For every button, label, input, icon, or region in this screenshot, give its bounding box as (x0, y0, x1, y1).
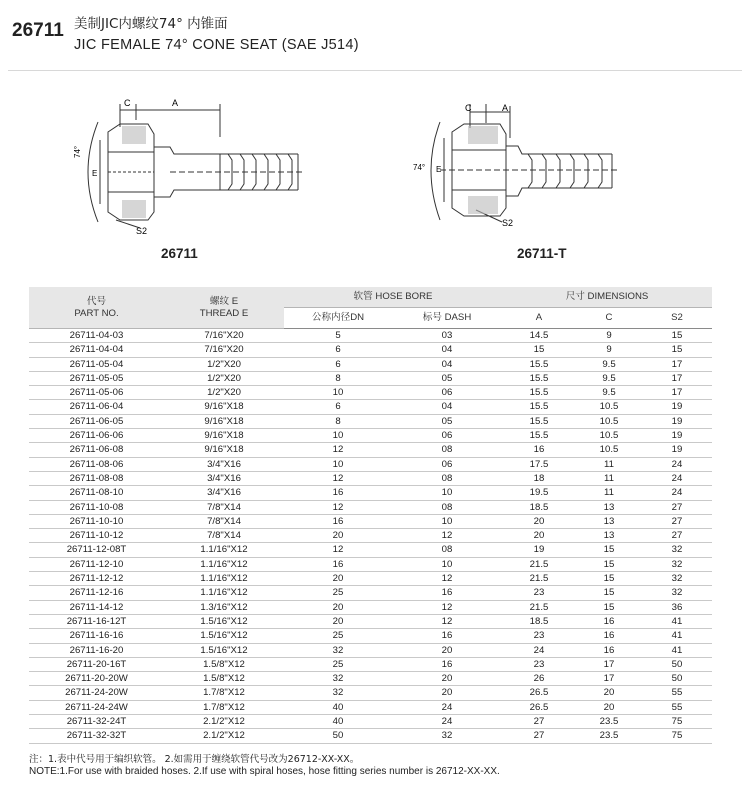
cell-part-no: 26711-10-08 (29, 500, 164, 514)
cell-dash: 08 (392, 500, 502, 514)
cell-dim-s2: 19 (642, 443, 712, 457)
cell-part-no: 26711-04-03 (29, 329, 164, 343)
header-s2: S2 (642, 308, 712, 329)
title-chinese: 美制JIC内螺纹74° 内锥面 (74, 16, 228, 32)
cell-dim-a: 26.5 (502, 700, 576, 714)
cell-thread: 9/16"X18 (164, 400, 284, 414)
table-row (29, 729, 712, 743)
cell-dash: 06 (392, 457, 502, 471)
table-row (29, 329, 712, 343)
cell-dim-c: 13 (576, 529, 642, 543)
cell-dn: 25 (284, 629, 392, 643)
table-row (29, 643, 712, 657)
cell-dim-s2: 24 (642, 486, 712, 500)
table-row (29, 414, 712, 428)
table-row (29, 371, 712, 385)
cell-dim-c: 10.5 (576, 414, 642, 428)
table-row (29, 715, 712, 729)
cell-thread: 1.1/16"X12 (164, 557, 284, 571)
cell-dash: 06 (392, 386, 502, 400)
cell-dash: 10 (392, 486, 502, 500)
cell-thread: 9/16"X18 (164, 443, 284, 457)
cell-dim-c: 9.5 (576, 386, 642, 400)
cell-thread: 7/16"X20 (164, 343, 284, 357)
table-row (29, 386, 712, 400)
cell-dim-a: 21.5 (502, 557, 576, 571)
cell-dim-a: 20 (502, 514, 576, 528)
cell-dim-s2: 50 (642, 672, 712, 686)
cell-dim-a: 15.5 (502, 429, 576, 443)
cell-dash: 12 (392, 529, 502, 543)
cell-thread: 3/4"X16 (164, 486, 284, 500)
cell-dash: 04 (392, 343, 502, 357)
cell-part-no: 26711-10-12 (29, 529, 164, 543)
cell-dim-c: 9 (576, 343, 642, 357)
cell-dim-a: 14.5 (502, 329, 576, 343)
cell-dn: 25 (284, 586, 392, 600)
cell-dim-s2: 32 (642, 572, 712, 586)
drawing-caption-26711-t: 26711-T (517, 246, 567, 261)
cell-thread: 1.7/8"X12 (164, 700, 284, 714)
cell-dim-a: 21.5 (502, 572, 576, 586)
cell-part-no: 26711-06-05 (29, 414, 164, 428)
cell-dash: 12 (392, 614, 502, 628)
cell-dim-c: 15 (576, 543, 642, 557)
cell-dash: 16 (392, 586, 502, 600)
label-e: E (92, 169, 98, 178)
cell-thread: 1.5/16"X12 (164, 614, 284, 628)
cell-thread: 9/16"X18 (164, 414, 284, 428)
cell-part-no: 26711-12-08T (29, 543, 164, 557)
label-c-t: C (465, 103, 472, 113)
cell-dn: 10 (284, 386, 392, 400)
cell-dim-a: 19.5 (502, 486, 576, 500)
cell-dim-s2: 24 (642, 471, 712, 485)
cell-dim-c: 17 (576, 672, 642, 686)
cell-dn: 12 (284, 471, 392, 485)
drawing-26711-t (410, 98, 630, 238)
product-code: 26711 (12, 20, 64, 41)
table-row (29, 429, 712, 443)
label-e-t: E (436, 165, 442, 174)
table-row (29, 614, 712, 628)
cell-dim-s2: 32 (642, 586, 712, 600)
cell-dim-c: 16 (576, 629, 642, 643)
cell-part-no: 26711-16-12T (29, 614, 164, 628)
cell-dash: 03 (392, 329, 502, 343)
cell-thread: 7/8"X14 (164, 500, 284, 514)
cell-part-no: 26711-08-06 (29, 457, 164, 471)
cell-dim-s2: 19 (642, 400, 712, 414)
table-row (29, 529, 712, 543)
header-thread-cn: 螺纹 E (209, 295, 239, 307)
cell-thread: 2.1/2"X12 (164, 715, 284, 729)
cell-dn: 12 (284, 500, 392, 514)
cell-dim-s2: 32 (642, 543, 712, 557)
table-row (29, 672, 712, 686)
cell-dim-a: 18.5 (502, 500, 576, 514)
cell-dim-a: 15.5 (502, 371, 576, 385)
cell-thread: 1.7/8"X12 (164, 686, 284, 700)
note-english: NOTE:1.For use with braided hoses. 2.If use with spiral hoses, hose fitting series number is 26712-XX-XX. (29, 766, 500, 777)
cell-dn: 6 (284, 357, 392, 371)
cell-dim-s2: 27 (642, 514, 712, 528)
cell-thread: 1/2"X20 (164, 357, 284, 371)
cell-dn: 40 (284, 715, 392, 729)
cell-thread: 3/4"X16 (164, 471, 284, 485)
table-row (29, 572, 712, 586)
cell-dim-c: 11 (576, 486, 642, 500)
header-hose-bore: 软管 HOSE BORE (284, 287, 502, 308)
cell-dim-c: 9.5 (576, 371, 642, 385)
cell-dim-s2: 17 (642, 386, 712, 400)
cell-dim-a: 21.5 (502, 600, 576, 614)
cell-dash: 04 (392, 357, 502, 371)
cell-dash: 12 (392, 600, 502, 614)
cell-dim-s2: 19 (642, 429, 712, 443)
cell-thread: 1.5/8"X12 (164, 672, 284, 686)
cell-dim-a: 15.5 (502, 400, 576, 414)
cell-dash: 08 (392, 443, 502, 457)
cell-dash: 16 (392, 657, 502, 671)
cell-dim-s2: 19 (642, 414, 712, 428)
cell-dash: 24 (392, 715, 502, 729)
cell-dim-a: 23 (502, 586, 576, 600)
cell-dash: 08 (392, 471, 502, 485)
cell-dim-s2: 17 (642, 371, 712, 385)
cell-dim-a: 15.5 (502, 357, 576, 371)
cell-part-no: 26711-20-20W (29, 672, 164, 686)
table-row (29, 500, 712, 514)
cell-dim-s2: 15 (642, 329, 712, 343)
cell-dash: 04 (392, 400, 502, 414)
cell-part-no: 26711-06-04 (29, 400, 164, 414)
cell-dash: 20 (392, 672, 502, 686)
drawing-26711 (70, 92, 310, 242)
cell-dim-c: 11 (576, 457, 642, 471)
cell-dn: 32 (284, 686, 392, 700)
table-row (29, 600, 712, 614)
cell-dash: 12 (392, 572, 502, 586)
cell-part-no: 26711-05-05 (29, 371, 164, 385)
cell-dim-a: 23 (502, 657, 576, 671)
cell-dim-a: 26 (502, 672, 576, 686)
cell-part-no: 26711-12-16 (29, 586, 164, 600)
cell-dim-c: 13 (576, 500, 642, 514)
header-divider (8, 70, 742, 71)
table-row (29, 457, 712, 471)
cell-dim-c: 16 (576, 643, 642, 657)
header-part-no (29, 287, 164, 329)
cell-dim-a: 18.5 (502, 614, 576, 628)
cell-dim-s2: 55 (642, 686, 712, 700)
table-row (29, 471, 712, 485)
cell-thread: 1/2"X20 (164, 371, 284, 385)
cell-dim-a: 15.5 (502, 386, 576, 400)
cell-dash: 10 (392, 557, 502, 571)
cell-dn: 20 (284, 529, 392, 543)
cell-dn: 6 (284, 400, 392, 414)
header-thread-en: THREAD E (199, 307, 249, 319)
cell-dim-a: 20 (502, 529, 576, 543)
cell-dim-c: 20 (576, 700, 642, 714)
label-a: A (172, 98, 179, 108)
cell-part-no: 26711-12-10 (29, 557, 164, 571)
cell-dim-s2: 75 (642, 729, 712, 743)
cell-dim-a: 27 (502, 715, 576, 729)
spec-table (29, 287, 712, 744)
cell-dn: 32 (284, 672, 392, 686)
cell-dim-c: 10.5 (576, 400, 642, 414)
header-c: C (576, 308, 642, 329)
cell-dim-a: 15.5 (502, 414, 576, 428)
table-row (29, 700, 712, 714)
cell-dim-a: 15 (502, 343, 576, 357)
cell-dn: 32 (284, 643, 392, 657)
label-angle-t: 74° (413, 163, 426, 172)
cell-dim-c: 15 (576, 572, 642, 586)
label-s2-t: S2 (502, 218, 514, 228)
table-row (29, 657, 712, 671)
cell-dim-c: 16 (576, 614, 642, 628)
cell-dim-c: 10.5 (576, 443, 642, 457)
cell-dim-s2: 27 (642, 529, 712, 543)
header-a: A (502, 308, 576, 329)
cell-dim-s2: 36 (642, 600, 712, 614)
cell-thread: 2.1/2"X12 (164, 729, 284, 743)
header-dimensions: 尺寸 DIMENSIONS (502, 287, 712, 308)
cell-dim-s2: 75 (642, 715, 712, 729)
cell-dim-a: 23 (502, 629, 576, 643)
cell-dn: 25 (284, 657, 392, 671)
cell-part-no: 26711-10-10 (29, 514, 164, 528)
drawing-caption-26711: 26711 (161, 246, 198, 261)
cell-part-no: 26711-16-16 (29, 629, 164, 643)
cell-thread: 1.5/16"X12 (164, 643, 284, 657)
cell-thread: 7/8"X14 (164, 514, 284, 528)
cell-dn: 16 (284, 486, 392, 500)
cell-dim-s2: 17 (642, 357, 712, 371)
spec-table-body (29, 329, 712, 744)
cell-part-no: 26711-05-06 (29, 386, 164, 400)
cell-part-no: 26711-24-20W (29, 686, 164, 700)
cell-thread: 1.1/16"X12 (164, 572, 284, 586)
table-row (29, 400, 712, 414)
cell-part-no: 26711-05-04 (29, 357, 164, 371)
table-row (29, 486, 712, 500)
cell-dash: 24 (392, 700, 502, 714)
label-a-t: A (502, 103, 509, 113)
label-c: C (124, 98, 131, 108)
cell-dn: 10 (284, 429, 392, 443)
cell-dash: 20 (392, 643, 502, 657)
table-row (29, 443, 712, 457)
cell-thread: 1.5/8"X12 (164, 657, 284, 671)
cell-dn: 20 (284, 614, 392, 628)
cell-dash: 32 (392, 729, 502, 743)
cell-part-no: 26711-20-16T (29, 657, 164, 671)
cell-dim-c: 13 (576, 514, 642, 528)
cell-dn: 12 (284, 543, 392, 557)
cell-thread: 7/8"X14 (164, 529, 284, 543)
cell-dn: 20 (284, 572, 392, 586)
cell-part-no: 26711-32-32T (29, 729, 164, 743)
cell-thread: 1.3/16"X12 (164, 600, 284, 614)
cell-part-no: 26711-04-04 (29, 343, 164, 357)
cell-part-no: 26711-32-24T (29, 715, 164, 729)
cell-thread: 9/16"X18 (164, 429, 284, 443)
cell-dim-c: 9.5 (576, 357, 642, 371)
cell-dn: 20 (284, 600, 392, 614)
cell-dn: 12 (284, 443, 392, 457)
cell-part-no: 26711-08-08 (29, 471, 164, 485)
cell-thread: 7/16"X20 (164, 329, 284, 343)
cell-dn: 8 (284, 371, 392, 385)
table-row (29, 514, 712, 528)
cell-thread: 3/4"X16 (164, 457, 284, 471)
cell-dim-c: 20 (576, 686, 642, 700)
cell-dim-c: 23.5 (576, 715, 642, 729)
cell-dim-c: 9 (576, 329, 642, 343)
cell-dim-s2: 27 (642, 500, 712, 514)
cell-dim-a: 26.5 (502, 686, 576, 700)
cell-thread: 1.1/16"X12 (164, 586, 284, 600)
cell-dim-a: 24 (502, 643, 576, 657)
table-row (29, 629, 712, 643)
table-row (29, 586, 712, 600)
header-thread (164, 287, 284, 329)
cell-dn: 50 (284, 729, 392, 743)
cell-part-no: 26711-08-10 (29, 486, 164, 500)
cell-dn: 6 (284, 343, 392, 357)
cell-dash: 06 (392, 429, 502, 443)
cell-dim-c: 15 (576, 586, 642, 600)
header-dn: 公称内径DN (284, 308, 392, 329)
cell-dim-s2: 24 (642, 457, 712, 471)
cell-thread: 1/2"X20 (164, 386, 284, 400)
table-row (29, 343, 712, 357)
cell-part-no: 26711-14-12 (29, 600, 164, 614)
table-row (29, 686, 712, 700)
cell-dn: 40 (284, 700, 392, 714)
cell-dim-c: 10.5 (576, 429, 642, 443)
cell-part-no: 26711-06-06 (29, 429, 164, 443)
cell-dash: 08 (392, 543, 502, 557)
cell-dash: 05 (392, 414, 502, 428)
cell-thread: 1.1/16"X12 (164, 543, 284, 557)
cell-dim-c: 15 (576, 557, 642, 571)
cell-part-no: 26711-12-12 (29, 572, 164, 586)
table-row (29, 557, 712, 571)
cell-dn: 8 (284, 414, 392, 428)
cell-dim-s2: 50 (642, 657, 712, 671)
cell-dn: 16 (284, 514, 392, 528)
header-part-cn: 代号 (86, 295, 107, 307)
cell-part-no: 26711-24-24W (29, 700, 164, 714)
cell-dim-a: 27 (502, 729, 576, 743)
cell-dash: 05 (392, 371, 502, 385)
cell-dim-c: 15 (576, 600, 642, 614)
label-angle: 74° (73, 145, 82, 158)
cell-dim-s2: 55 (642, 700, 712, 714)
cell-dash: 10 (392, 514, 502, 528)
cell-dim-c: 11 (576, 471, 642, 485)
cell-dim-s2: 32 (642, 557, 712, 571)
cell-dim-a: 16 (502, 443, 576, 457)
cell-dash: 16 (392, 629, 502, 643)
cell-dim-a: 19 (502, 543, 576, 557)
table-row (29, 543, 712, 557)
label-s2: S2 (136, 226, 148, 236)
table-row (29, 357, 712, 371)
cell-dim-a: 17.5 (502, 457, 576, 471)
cell-dim-s2: 41 (642, 629, 712, 643)
cell-dn: 5 (284, 329, 392, 343)
cell-dn: 10 (284, 457, 392, 471)
header-dash: 标号 DASH (392, 308, 502, 329)
cell-dim-a: 18 (502, 471, 576, 485)
cell-dash: 20 (392, 686, 502, 700)
title-english: JIC FEMALE 74° CONE SEAT (SAE J514) (74, 37, 359, 53)
cell-dim-c: 17 (576, 657, 642, 671)
header-part-en: PART NO. (74, 307, 119, 319)
note-chinese: 注：1.表中代号用于编织软管。 2.如需用于缠绕软管代号改为26712-XX-XX。 (29, 754, 360, 765)
cell-part-no: 26711-06-08 (29, 443, 164, 457)
cell-dim-s2: 15 (642, 343, 712, 357)
cell-dn: 16 (284, 557, 392, 571)
cell-dim-c: 23.5 (576, 729, 642, 743)
cell-thread: 1.5/16"X12 (164, 629, 284, 643)
cell-dim-s2: 41 (642, 614, 712, 628)
cell-part-no: 26711-16-20 (29, 643, 164, 657)
cell-dim-s2: 41 (642, 643, 712, 657)
